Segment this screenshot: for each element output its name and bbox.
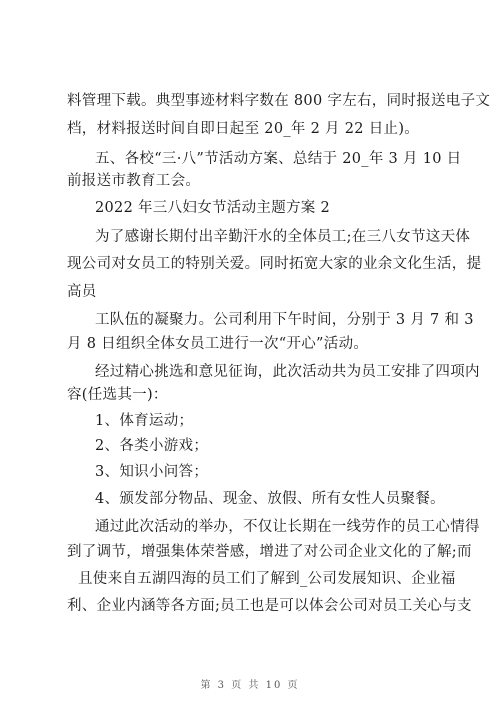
paragraph-line: 高员 <box>67 284 97 300</box>
paragraph-line: 档，材料报送时间自即日起至 20_年 2 月 22 日止)。 <box>67 121 420 137</box>
paragraph-line: 为了感谢长期付出辛勤汗水的全体员工;在三八女节这天体 <box>95 229 471 245</box>
paragraph-line: 工队伍的凝聚力。公司利用下午时间，分别于 3 月 7 和 3 <box>95 312 474 328</box>
list-item: 4、颁发部分物品、现金、放假、所有女性人员聚餐。 <box>95 491 445 507</box>
paragraph-line: 月 8 日组织全体女员工进行一次“开心”活动。 <box>67 336 369 352</box>
paragraph-line: 且使来自五湖四海的员工们了解到_公司发展知识、企业福 <box>78 571 456 587</box>
list-item: 1、体育运动； <box>95 413 194 429</box>
page-number: 第 3 页 共 10 页 <box>200 680 300 691</box>
paragraph-line: 利、企业内涵等各方面;员工也是可以体会公司对员工关心与支 <box>67 598 472 614</box>
paragraph-line: 料管理下载。典型事迹材料字数在 800 字左右，同时报送电子文 <box>67 93 491 109</box>
paragraph-line: 到了调节，增强集体荣誉感，增进了对公司企业文化的了解;而 <box>67 544 472 560</box>
paragraph-line: 容(任选其一)： <box>67 387 168 403</box>
paragraph-line: 现公司对女员工的特别关爱。同时拓宽大家的业余文化生活，提 <box>67 256 482 272</box>
paragraph-line: 通过此次活动的举办，不仅让长期在一线劳作的员工心情得 <box>95 519 480 535</box>
paragraph-line: 经过精心挑选和意见征询，此次活动共为员工安排了四项内 <box>95 364 480 380</box>
list-item: 2、各类小游戏； <box>95 438 209 454</box>
list-item: 3、知识小问答； <box>95 464 209 480</box>
paragraph-line: 五、各校“三·八”节活动方案、总结于 20_年 3 月 10 日 <box>95 151 462 167</box>
section-heading: 2022 年三八妇女节活动主题方案 2 <box>95 200 331 216</box>
paragraph-line: 前报送市教育工会。 <box>67 173 201 189</box>
